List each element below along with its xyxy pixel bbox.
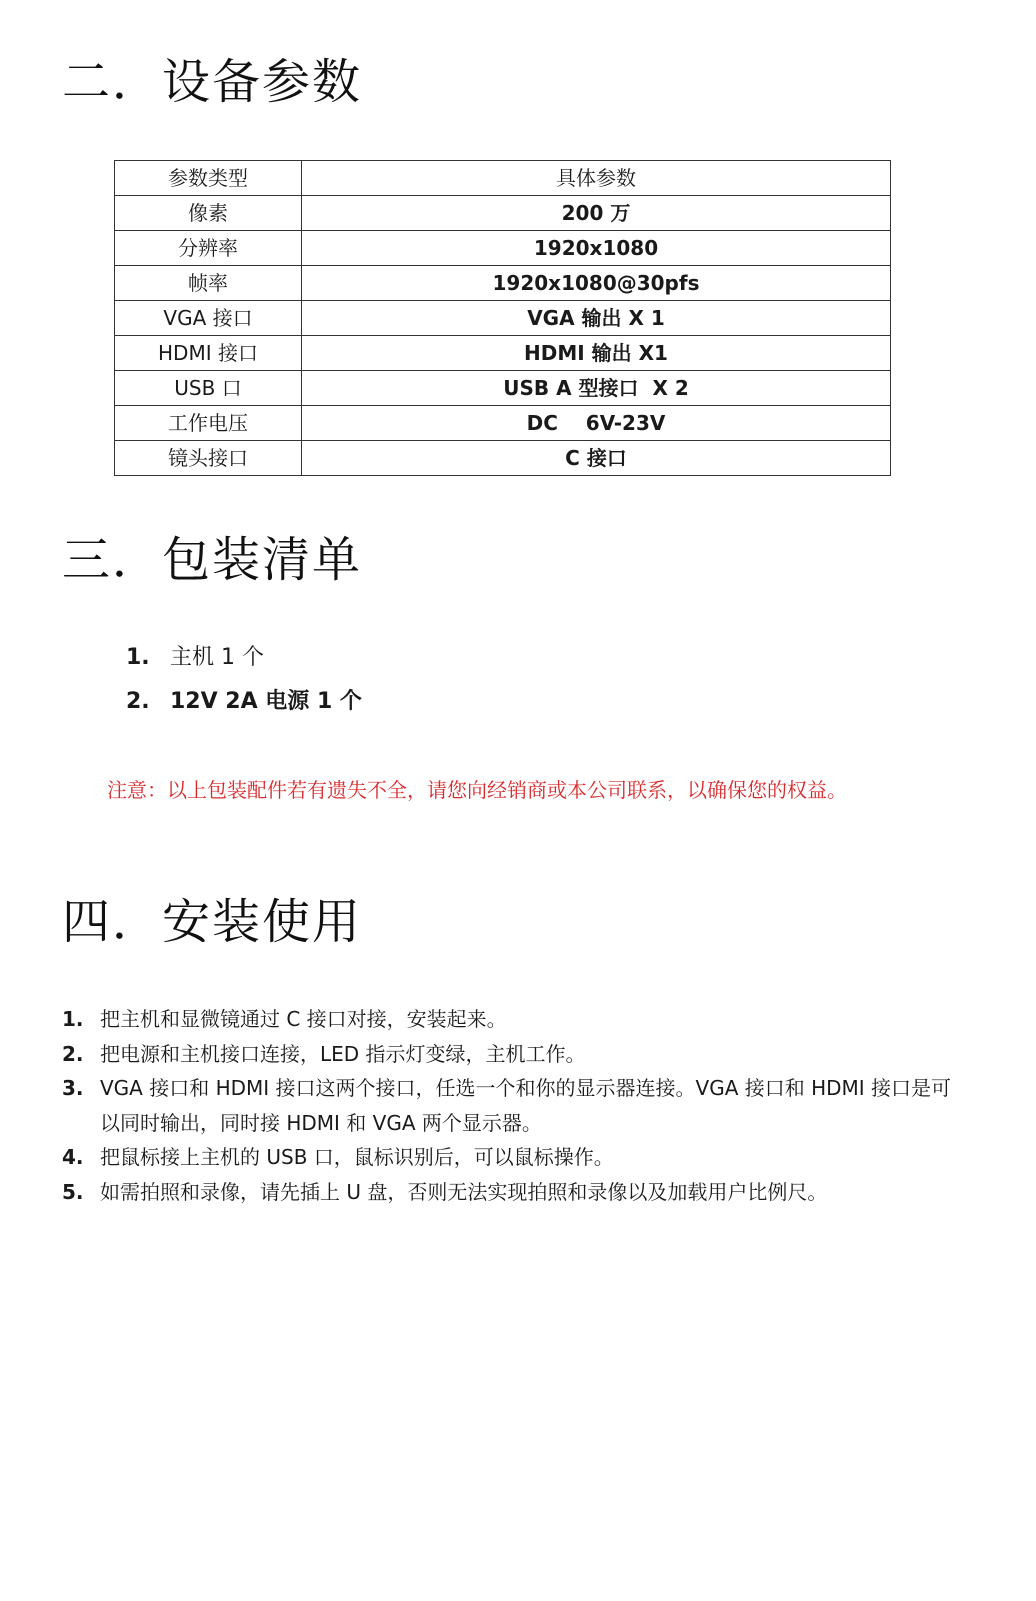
param-value-cell: HDMI 输出 X1 [302,336,891,371]
list-item [62,1002,952,1037]
table-row [115,266,891,301]
list-item [126,686,362,730]
packing-list [126,642,362,730]
table-header-cell: 具体参数 [302,161,891,196]
param-type-cell: USB 口 [115,371,302,406]
list-item [62,1037,952,1072]
param-type-cell: 像素 [115,196,302,231]
table-row [115,406,891,441]
list-item [62,1140,952,1175]
table-header-cell: 参数类型 [115,161,302,196]
list-item-number: 1. [62,1007,84,1031]
list-item-number: 2. [126,689,150,714]
table-row [115,231,891,266]
section-title-installation: 四．安装使用 [62,894,363,950]
param-value-cell: 200 万 [302,196,891,231]
list-item-text: 把主机和显微镜通过 C 接口对接，安装起来。 [100,1007,507,1031]
param-value-cell: 1920x1080@30pfs [302,266,891,301]
param-type-cell: VGA 接口 [115,301,302,336]
list-item-text: 把鼠标接上主机的 USB 口，鼠标识别后，可以鼠标操作。 [100,1145,614,1169]
param-type-cell: 工作电压 [115,406,302,441]
list-item [62,1071,952,1140]
section-title-packing-list: 三．包装清单 [62,532,363,588]
list-item-text: VGA 接口和 HDMI 接口这两个接口，任选一个和你的显示器连接。VGA 接口和 HDMI 接口是可以同时输出，同时接 HDMI 和 VGA 两个显示器。 [100,1076,952,1135]
table-row [115,371,891,406]
table-header-row [115,161,891,196]
param-type-cell: 帧率 [115,266,302,301]
table-row [115,196,891,231]
list-item [62,1175,952,1210]
param-value-cell: C 接口 [302,441,891,476]
list-item-number: 2. [62,1041,84,1066]
param-value-cell: DC 6V-23V [302,406,891,441]
list-item [126,642,362,686]
param-value-cell: USB A 型接口 X 2 [302,371,891,406]
params-table [114,160,891,476]
list-item-number: 1. [126,645,150,670]
section-title-device-params: 二．设备参数 [62,54,363,110]
installation-steps [62,1002,952,1209]
param-value-cell: 1920x1080 [302,231,891,266]
list-item-text: 主机 1 个 [170,645,264,670]
list-item-text: 把电源和主机接口连接，LED 指示灯变绿，主机工作。 [100,1041,586,1066]
list-item-text: 如需拍照和录像，请先插上 U 盘，否则无法实现拍照和录像以及加载用户比例尺。 [100,1179,828,1204]
param-value-cell: VGA 输出 X 1 [302,301,891,336]
list-item-number: 5. [62,1179,84,1204]
param-type-cell: 镜头接口 [115,441,302,476]
param-type-cell: HDMI 接口 [115,336,302,371]
param-type-cell: 分辨率 [115,231,302,266]
list-item-number: 3. [62,1076,84,1100]
table-row [115,301,891,336]
list-item-number: 4. [62,1145,84,1169]
table-row [115,336,891,371]
list-item-text: 12V 2A 电源 1 个 [170,689,362,714]
notice-text: 注意：以上包装配件若有遗失不全，请您向经销商或本公司联系，以确保您的权益。 [107,778,847,802]
table-row [115,441,891,476]
